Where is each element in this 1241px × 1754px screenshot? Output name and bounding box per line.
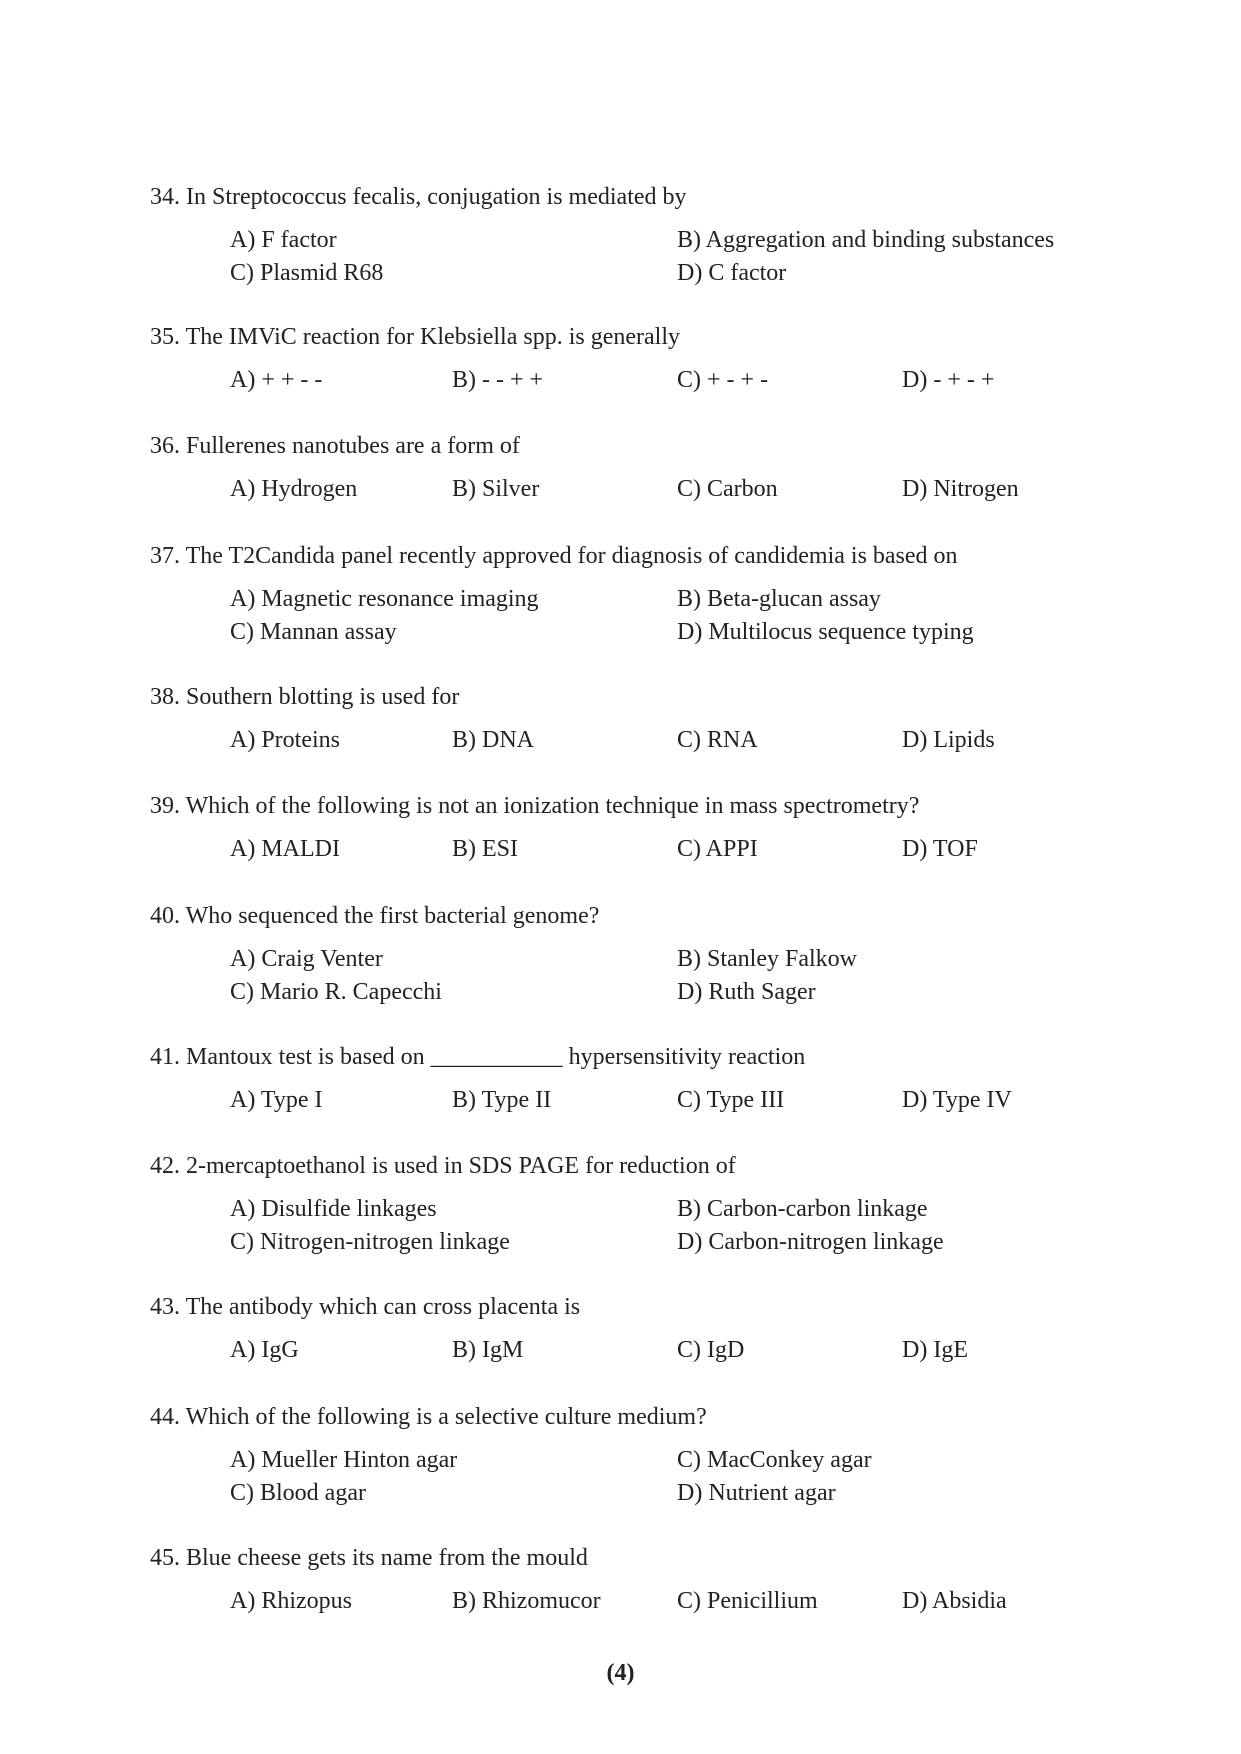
option-b: C) MacConkey agar: [677, 1447, 872, 1473]
option-d: D) Absidia: [902, 1588, 1007, 1614]
option-d: D) Lipids: [902, 727, 995, 753]
option-b: B) Aggregation and binding substances: [677, 227, 1055, 253]
question-45: [150, 1543, 1110, 1618]
question-stem: 44. Which of the following is a selective culture medium?: [150, 1404, 707, 1430]
options: [230, 364, 1110, 397]
question-37: [150, 541, 1110, 649]
options: [230, 1585, 1110, 1618]
option-c: C) Penicillium: [677, 1588, 818, 1614]
option-a: A) + + - -: [230, 367, 323, 393]
question-stem: 34. In Streptococcus fecalis, conjugation is mediated by: [150, 184, 687, 210]
option-b: B) Silver: [452, 476, 540, 502]
option-d: D) Type IV: [902, 1087, 1012, 1113]
options: [230, 724, 1110, 757]
option-c: C) IgD: [677, 1337, 745, 1363]
option-a: A) Type I: [230, 1087, 323, 1113]
question-41: [150, 1042, 1110, 1117]
question-34: [150, 182, 1110, 290]
option-b: B) Rhizomucor: [452, 1588, 601, 1614]
option-c: C) Plasmid R68: [230, 260, 384, 286]
question-40: [150, 901, 1110, 1009]
option-b: B) IgM: [452, 1337, 524, 1363]
option-a: A) Disulfide linkages: [230, 1196, 437, 1222]
question-stem: 36. Fullerenes nanotubes are a form of: [150, 433, 520, 459]
question-stem: 42. 2-mercaptoethanol is used in SDS PAGE for reduction of: [150, 1153, 736, 1179]
options: [230, 473, 1110, 506]
option-c: C) Type III: [677, 1087, 785, 1113]
options: [230, 583, 1110, 649]
option-c: C) Mannan assay: [230, 619, 397, 645]
option-d: D) IgE: [902, 1337, 968, 1363]
option-d: D) TOF: [902, 836, 978, 862]
option-c: C) RNA: [677, 727, 758, 753]
options: [230, 1084, 1110, 1117]
option-d: D) Multilocus sequence typing: [677, 619, 974, 645]
option-d: D) C factor: [677, 260, 787, 286]
option-a: A) Proteins: [230, 727, 340, 753]
question-stem: 35. The IMViC reaction for Klebsiella spp. is generally: [150, 324, 680, 350]
options: [230, 943, 1110, 1009]
option-c: C) Nitrogen-nitrogen linkage: [230, 1229, 510, 1255]
question-39: [150, 791, 1110, 866]
options: [230, 1334, 1110, 1367]
option-b: B) ESI: [452, 836, 518, 862]
option-c: C) Carbon: [677, 476, 778, 502]
option-b: B) Carbon-carbon linkage: [677, 1196, 928, 1222]
question-35: [150, 322, 1110, 397]
option-b: B) DNA: [452, 727, 534, 753]
question-stem: 40. Who sequenced the first bacterial genome?: [150, 903, 600, 929]
option-a: A) Hydrogen: [230, 476, 358, 502]
option-a: A) Magnetic resonance imaging: [230, 586, 539, 612]
option-b: B) Beta-glucan assay: [677, 586, 881, 612]
option-b: B) Stanley Falkow: [677, 946, 857, 972]
question-stem: 45. Blue cheese gets its name from the mould: [150, 1545, 588, 1571]
question-stem: 43. The antibody which can cross placenta is: [150, 1294, 581, 1320]
option-d: D) - + - +: [902, 367, 995, 393]
option-c: C) Blood agar: [230, 1480, 366, 1506]
question-stem: 38. Southern blotting is used for: [150, 684, 460, 710]
question-42: [150, 1151, 1110, 1259]
option-c: C) Mario R. Capecchi: [230, 979, 442, 1005]
options: [230, 1193, 1110, 1259]
question-36: [150, 431, 1110, 506]
option-d: D) Nutrient agar: [677, 1480, 836, 1506]
option-d: D) Nitrogen: [902, 476, 1019, 502]
page-number: (4): [606, 1660, 635, 1686]
option-c: C) + - + -: [677, 367, 769, 393]
options: [230, 224, 1110, 290]
option-d: D) Ruth Sager: [677, 979, 816, 1005]
option-a: A) F factor: [230, 227, 337, 253]
option-a: A) MALDI: [230, 836, 340, 862]
question-43: [150, 1292, 1110, 1367]
option-c: C) APPI: [677, 836, 758, 862]
question-stem: 39. Which of the following is not an ionization technique in mass spectrometry?: [150, 793, 920, 819]
option-a: A) Craig Venter: [230, 946, 383, 972]
question-stem: 37. The T2Candida panel recently approved for diagnosis of candidemia is based on: [150, 543, 958, 569]
option-a: A) Rhizopus: [230, 1588, 352, 1614]
question-44: [150, 1402, 1110, 1510]
options: [230, 833, 1110, 866]
options: [230, 1444, 1110, 1510]
option-b: B) - - + +: [452, 367, 544, 393]
option-a: A) Mueller Hinton agar: [230, 1447, 458, 1473]
question-38: [150, 682, 1110, 757]
option-d: D) Carbon-nitrogen linkage: [677, 1229, 944, 1255]
option-b: B) Type II: [452, 1087, 552, 1113]
question-stem: 41. Mantoux test is based on ___________ hypersensitivity reaction: [150, 1044, 806, 1070]
option-a: A) IgG: [230, 1337, 299, 1363]
